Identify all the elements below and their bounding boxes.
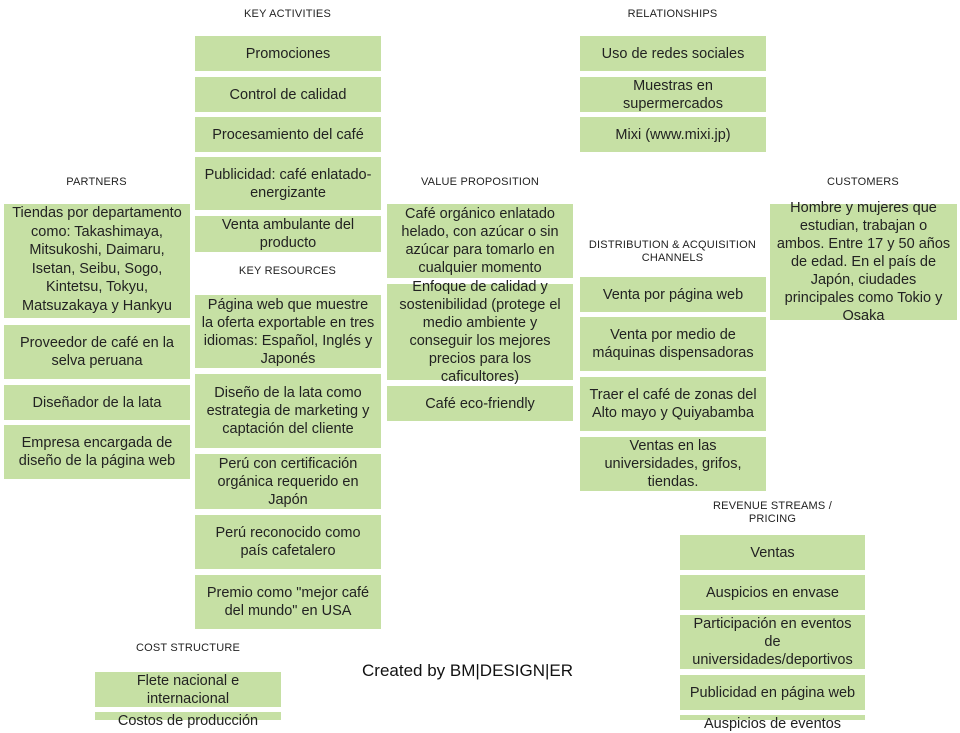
cost-structure-header: COST STRUCTURE xyxy=(135,642,241,654)
credit-text: Created by BM|DESIGN|ER xyxy=(362,661,574,680)
key-activity-box: Venta ambulante del producto xyxy=(195,216,381,252)
revenue-box: Participación en eventos de universidades/deportivos xyxy=(680,615,865,669)
distribution-box: Venta por medio de máquinas dispensadoras xyxy=(580,317,766,371)
partners-header: PARTNERS xyxy=(66,176,127,188)
revenue-box: Ventas xyxy=(680,535,865,570)
distribution-box: Ventas en las universidades, grifos, tiendas. xyxy=(580,437,766,491)
value-proposition-box: Café eco-friendly xyxy=(387,386,573,421)
relationship-box: Mixi (www.mixi.jp) xyxy=(580,117,766,152)
key-resource-box: Perú con certificación orgánica requerido en Japón xyxy=(195,454,381,509)
cost-box: Costos de producción xyxy=(95,712,281,720)
revenue-box: Auspicios en envase xyxy=(680,575,865,610)
key-activity-box: Procesamiento del café xyxy=(195,117,381,152)
key-resources-header: KEY RESOURCES xyxy=(238,265,337,277)
relationships-header: RELATIONSHIPS xyxy=(627,8,718,20)
value-proposition-box: Enfoque de calidad y sostenibilidad (protege el medio ambiente y conseguir los mejores precios para los caficultores) xyxy=(387,284,573,380)
value-proposition-box: Café orgánico enlatado helado, con azúcar o sin azúcar para tomarlo en cualquier momento xyxy=(387,204,573,278)
cost-box: Flete nacional e internacional xyxy=(95,672,281,707)
key-resource-box: Página web que muestre la oferta exportable en tres idiomas: Español, Inglés y Japonés xyxy=(195,295,381,368)
distribution-header: DISTRIBUTION & ACQUISITION CHANNELS xyxy=(588,239,757,264)
relationship-box: Muestras en supermercados xyxy=(580,77,766,112)
partner-box: Diseñador de la lata xyxy=(4,385,190,420)
partner-box: Empresa encargada de diseño de la página web xyxy=(4,425,190,479)
customers-header: CUSTOMERS xyxy=(827,176,899,188)
distribution-box: Traer el café de zonas del Alto mayo y Quiyabamba xyxy=(580,377,766,431)
value-proposition-header: VALUE PROPOSITION xyxy=(420,176,540,188)
partner-box: Proveedor de café en la selva peruana xyxy=(4,325,190,379)
key-resource-box: Diseño de la lata como estrategia de marketing y captación del cliente xyxy=(195,374,381,448)
relationship-box: Uso de redes sociales xyxy=(580,36,766,71)
key-resource-box: Premio como "mejor café del mundo" en USA xyxy=(195,575,381,629)
partner-box: Tiendas por departamento como: Takashimaya, Mitsukoshi, Daimaru, Isetan, Seibu, Sogo, Kintetsu, Tokyu, Matsuzakaya y Hankyu xyxy=(4,204,190,318)
key-activity-box: Control de calidad xyxy=(195,77,381,112)
customer-box: Hombre y mujeres que estudian, trabajan o ambos. Entre 17 y 50 años de edad. En el país de Japón, ciudades principales como Tokio y Osaka xyxy=(770,204,957,320)
revenue-box: Auspicios de eventos xyxy=(680,715,865,720)
distribution-box: Venta por página web xyxy=(580,277,766,312)
key-activity-box: Promociones xyxy=(195,36,381,71)
key-activities-header: KEY ACTIVITIES xyxy=(244,8,331,20)
key-resource-box: Perú reconocido como país cafetalero xyxy=(195,515,381,569)
revenue-header: REVENUE STREAMS / PRICING xyxy=(713,500,832,525)
revenue-box: Publicidad en página web xyxy=(680,675,865,710)
key-activity-box: Publicidad: café enlatado-energizante xyxy=(195,157,381,210)
